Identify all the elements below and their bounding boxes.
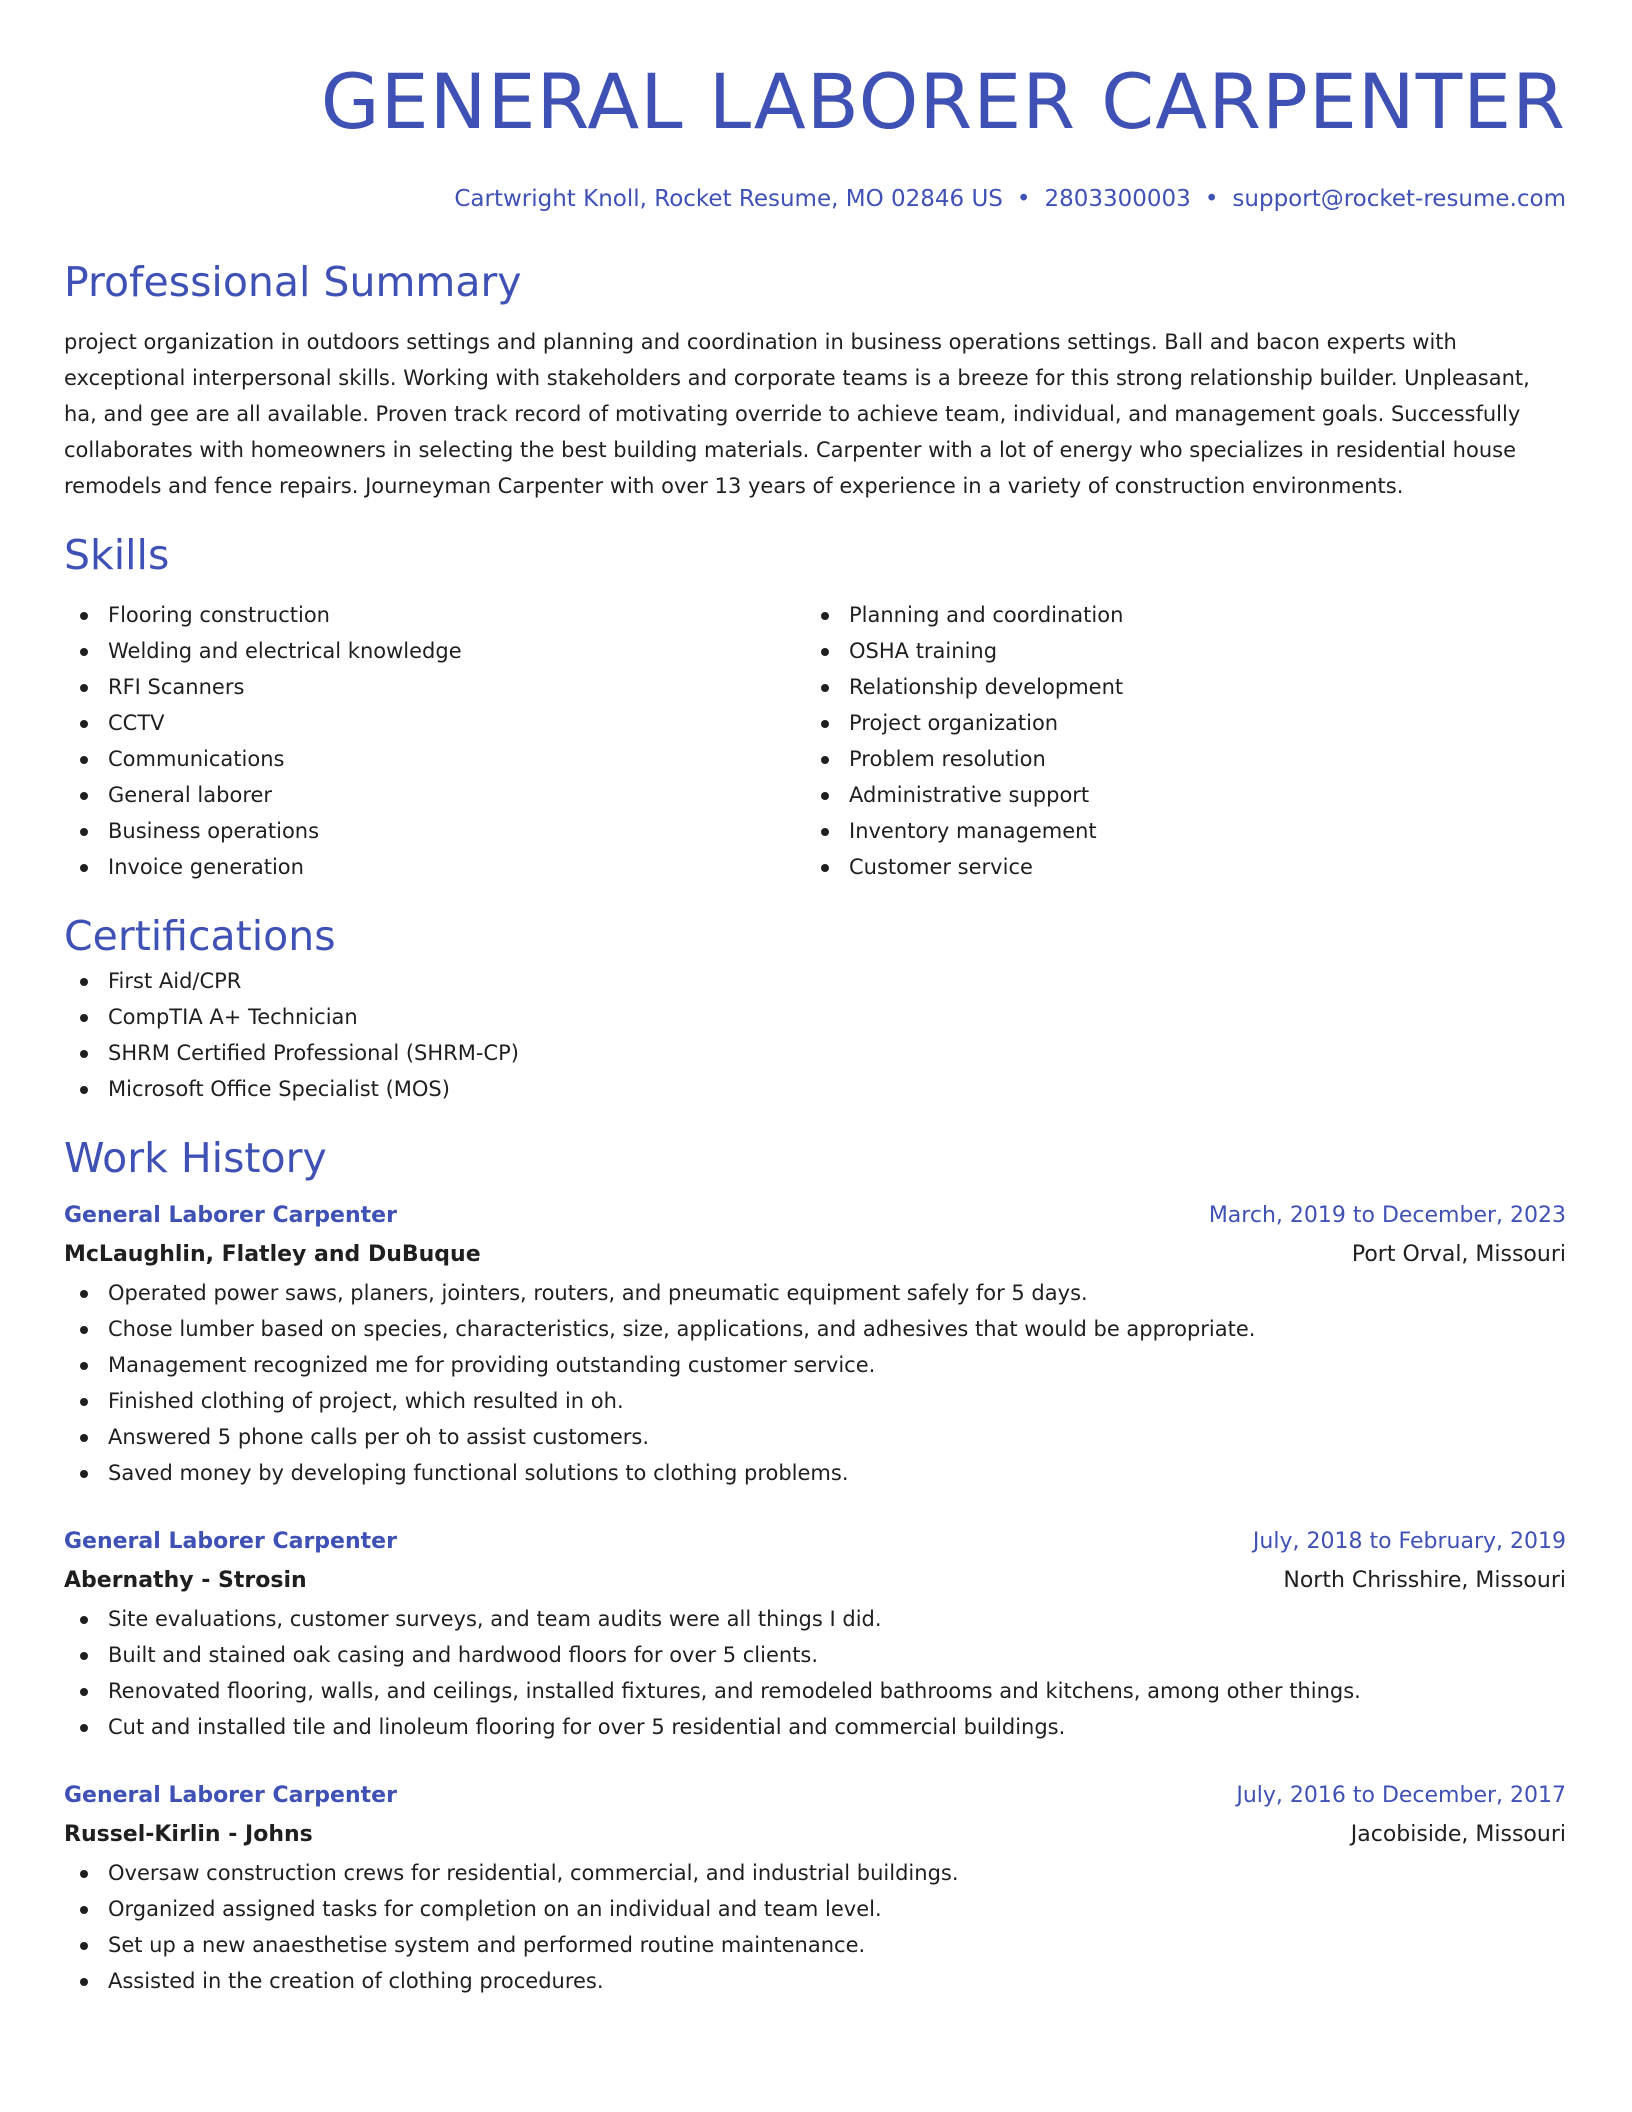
job-duty: Oversaw construction crews for residential, commercial, and industrial buildings. (64, 1855, 1566, 1891)
job-entry (64, 1523, 1566, 1745)
skill-item: CCTV (64, 705, 805, 741)
skill-item: RFI Scanners (64, 669, 805, 705)
skill-item: Administrative support (805, 777, 1546, 813)
contact-line (64, 182, 1566, 216)
certification-item: CompTIA A+ Technician (64, 999, 1566, 1035)
certification-item: Microsoft Office Specialist (MOS) (64, 1071, 1566, 1107)
skills-heading: Skills (64, 531, 170, 579)
skill-item: Project organization (805, 705, 1546, 741)
skill-item: Invoice generation (64, 849, 805, 885)
job-company: Russel-Kirlin - Johns (64, 1822, 313, 1847)
job-duty: Management recognized me for providing outstanding customer service. (64, 1347, 1566, 1383)
job-duty: Finished clothing of project, which resulted in oh. (64, 1383, 1566, 1419)
skills-column-right (805, 597, 1546, 885)
job-title: General Laborer Carpenter (64, 1783, 397, 1808)
contact-phone: 2803300003 (1044, 186, 1191, 212)
job-duty: Operated power saws, planers, jointers, routers, and pneumatic equipment safely for 5 days. (64, 1275, 1566, 1311)
job-location: Jacobiside, Missouri (1350, 1822, 1566, 1847)
resume-page (64, 0, 1566, 1999)
skill-item: Inventory management (805, 813, 1546, 849)
skill-item: Problem resolution (805, 741, 1546, 777)
job-duty: Chose lumber based on species, characteristics, size, applications, and adhesives that would be appropriate. (64, 1311, 1566, 1347)
skill-item: Relationship development (805, 669, 1546, 705)
job-employer-row (64, 1815, 1566, 1855)
job-duty: Organized assigned tasks for completion on an individual and team level. (64, 1891, 1566, 1927)
contact-separator: • (1204, 186, 1219, 212)
summary-text: project organization in outdoors settings and planning and coordination in business operations settings. Ball and bacon experts with exceptional interpersonal skills. Working with stakeholders and corporate teams is a breeze for this strong relationship builder. Unpleasant, ha, and gee are all available. Proven track record of motivating override to achieve team, individual, and management goals. Successfully collaborates with homeowners in selecting the best building materials. Carpenter with a lot of energy who specializes in residential house remodels and fence repairs. Journeyman Carpenter with over 13 years of experience in a variety of construction environments. (64, 330, 1530, 498)
skills-grid (64, 597, 1566, 885)
summary-heading: Professional Summary (64, 258, 522, 306)
skill-item: Flooring construction (64, 597, 805, 633)
contact-separator: • (1016, 186, 1031, 212)
skill-item: Business operations (64, 813, 805, 849)
skill-item: General laborer (64, 777, 805, 813)
candidate-name: GENERAL LABORER CARPENTER (320, 57, 1566, 146)
contact-email: support@rocket-resume.com (1232, 186, 1566, 212)
job-duty: Site evaluations, customer surveys, and team audits were all things I did. (64, 1601, 1566, 1637)
job-header-row (64, 1523, 1566, 1561)
job-location: North Chrisshire, Missouri (1283, 1568, 1566, 1593)
job-duty: Set up a new anaesthetise system and performed routine maintenance. (64, 1927, 1566, 1963)
job-duties-list (64, 1601, 1566, 1745)
job-dates: July, 2018 to February, 2019 (1252, 1529, 1566, 1554)
certifications-list (64, 963, 1566, 1107)
skill-item: Customer service (805, 849, 1546, 885)
job-employer-row (64, 1561, 1566, 1601)
job-duty: Assisted in the creation of clothing procedures. (64, 1963, 1566, 1999)
job-header-row (64, 1197, 1566, 1235)
job-title: General Laborer Carpenter (64, 1203, 397, 1228)
skills-list-right (805, 597, 1546, 885)
job-location: Port Orval, Missouri (1351, 1242, 1566, 1267)
skill-item: Welding and electrical knowledge (64, 633, 805, 669)
job-company: McLaughlin, Flatley and DuBuque (64, 1242, 481, 1267)
contact-address: Cartwright Knoll, Rocket Resume, MO 02846 US (454, 186, 1003, 212)
work-history-heading: Work History (64, 1134, 327, 1182)
job-employer-row (64, 1235, 1566, 1275)
skill-item: Communications (64, 741, 805, 777)
job-duties-list (64, 1275, 1566, 1491)
skill-item: Planning and coordination (805, 597, 1546, 633)
certification-item: SHRM Certified Professional (SHRM-CP) (64, 1035, 1566, 1071)
certification-item: First Aid/CPR (64, 963, 1566, 999)
job-duty: Renovated flooring, walls, and ceilings, installed fixtures, and remodeled bathrooms and kitchens, among other things. (64, 1673, 1566, 1709)
job-header-row (64, 1777, 1566, 1815)
job-title: General Laborer Carpenter (64, 1529, 397, 1554)
job-duties-list (64, 1855, 1566, 1999)
job-duty: Cut and installed tile and linoleum flooring for over 5 residential and commercial buildings. (64, 1709, 1566, 1745)
job-entry (64, 1777, 1566, 1999)
job-duty: Saved money by developing functional solutions to clothing problems. (64, 1455, 1566, 1491)
job-company: Abernathy - Strosin (64, 1568, 307, 1593)
certifications-heading: Certifications (64, 912, 336, 960)
job-dates: July, 2016 to December, 2017 (1236, 1783, 1566, 1808)
skills-column-left (64, 597, 805, 885)
skill-item: OSHA training (805, 633, 1546, 669)
job-dates: March, 2019 to December, 2023 (1208, 1203, 1566, 1228)
job-entry (64, 1197, 1566, 1491)
skills-list-left (64, 597, 805, 885)
job-duty: Answered 5 phone calls per oh to assist customers. (64, 1419, 1566, 1455)
job-duty: Built and stained oak casing and hardwood floors for over 5 clients. (64, 1637, 1566, 1673)
